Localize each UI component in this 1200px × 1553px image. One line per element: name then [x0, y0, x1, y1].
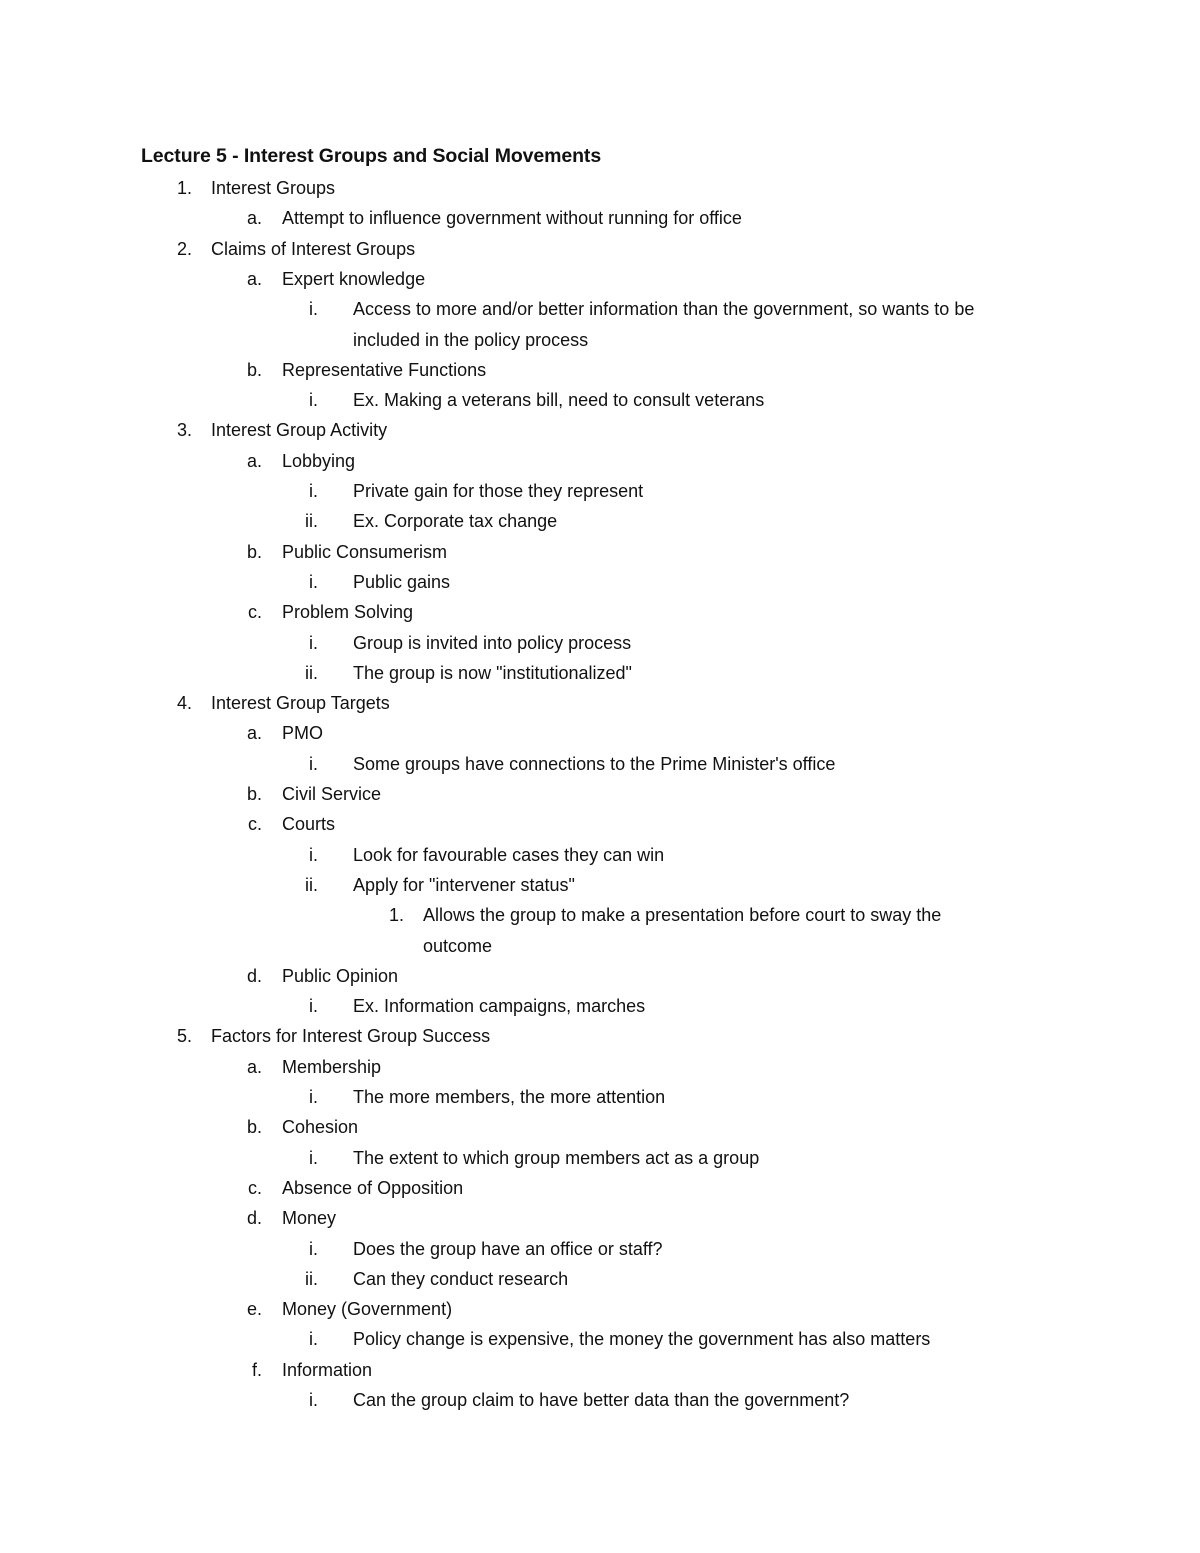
list-marker: 4.	[176, 693, 192, 714]
list-text: Interest Group Activity	[211, 420, 388, 441]
list-marker: i.	[309, 1390, 318, 1410]
list-marker: 5.	[176, 1026, 192, 1047]
list-marker: b.	[246, 541, 262, 562]
list-text: Cohesion	[282, 1117, 359, 1138]
list-marker: a.	[246, 208, 262, 229]
list-marker: 1.	[388, 905, 404, 926]
list-text: Claims of Interest Groups	[211, 238, 416, 259]
list-marker: b.	[246, 784, 262, 804]
list-marker: ii.	[305, 1268, 318, 1289]
list-text: Can the group claim to have better data than the government?	[353, 1390, 850, 1410]
list-text: Ex. Making a veterans bill, need to consult veterans	[353, 390, 765, 411]
list-marker: i.	[309, 844, 318, 865]
list-marker: 2.	[176, 238, 192, 259]
list-text: Factors for Interest Group Success	[211, 1026, 491, 1047]
list-text: The extent to which group members act as a group	[353, 1147, 760, 1168]
list-text: Public gains	[353, 571, 451, 592]
list-text: Representative Functions	[282, 359, 487, 380]
list-text: Attempt to influence government without running for office	[282, 208, 742, 229]
list-text: Some groups have connections to the Prime Minister's office	[353, 753, 836, 774]
list-text: Civil Service	[282, 784, 382, 804]
list-marker: i.	[309, 299, 318, 320]
list-marker: a.	[246, 1056, 262, 1077]
list-text: Absence of Opposition	[282, 1177, 464, 1198]
list-marker: i.	[309, 390, 318, 411]
list-marker: i.	[309, 1329, 318, 1350]
list-marker: d.	[246, 965, 262, 986]
list-text: Information	[282, 1359, 373, 1380]
list-marker: b.	[246, 1117, 262, 1138]
list-text: Private gain for those they represent	[353, 481, 644, 501]
list-marker: i.	[309, 632, 318, 653]
list-marker: ii.	[305, 662, 318, 683]
list-text: Ex. Corporate tax change	[353, 511, 558, 532]
list-text: Interest Group Targets	[211, 693, 390, 714]
list-marker: i.	[309, 1238, 318, 1259]
list-text: PMO	[282, 723, 324, 744]
page-title: Lecture 5 - Interest Groups and Social Movements	[141, 145, 602, 167]
list-text: Apply for "intervener status"	[353, 874, 575, 895]
list-text: Expert knowledge	[282, 268, 426, 289]
list-marker: ii.	[305, 511, 318, 532]
list-marker: i.	[309, 571, 318, 592]
list-text: Courts	[282, 814, 336, 835]
list-marker: c.	[247, 1177, 262, 1198]
list-text: Public Opinion	[282, 965, 399, 986]
list-text: Lobbying	[282, 450, 356, 471]
list-text: outcome	[423, 935, 493, 956]
list-marker: c.	[247, 814, 262, 835]
list-text: Public Consumerism	[282, 541, 448, 562]
list-marker: e.	[246, 1299, 262, 1320]
list-text: Policy change is expensive, the money the government has also matters	[353, 1329, 931, 1350]
list-marker: i.	[309, 1087, 318, 1107]
list-marker: i.	[309, 996, 318, 1017]
list-marker: f.	[251, 1359, 262, 1380]
list-text: Problem Solving	[282, 602, 414, 623]
list-marker: 1.	[176, 178, 192, 198]
list-marker: i.	[309, 481, 318, 501]
list-text: Group is invited into policy process	[353, 632, 632, 653]
list-text: Does the group have an office or staff?	[353, 1238, 663, 1259]
list-text: The group is now "institutionalized"	[353, 662, 632, 683]
list-marker: b.	[246, 359, 262, 380]
list-marker: i.	[309, 1147, 318, 1168]
list-text: The more members, the more attention	[353, 1087, 666, 1107]
list-marker: ii.	[305, 874, 318, 895]
list-text: Money (Government)	[282, 1299, 453, 1320]
list-text: included in the policy process	[353, 329, 589, 350]
list-text: Access to more and/or better information than the government, so wants to be	[353, 299, 975, 320]
list-marker: a.	[246, 723, 262, 744]
list-text: Look for favourable cases they can win	[353, 844, 665, 865]
list-text: Can they conduct research	[353, 1268, 569, 1289]
list-marker: c.	[247, 602, 262, 623]
list-text: Allows the group to make a presentation before court to sway the	[423, 905, 942, 926]
list-text: Money	[282, 1208, 337, 1229]
list-marker: a.	[246, 268, 262, 289]
list-text: Interest Groups	[211, 178, 336, 198]
list-marker: d.	[246, 1208, 262, 1229]
list-marker: 3.	[176, 420, 192, 441]
list-text: Membership	[282, 1056, 382, 1077]
list-text: Ex. Information campaigns, marches	[353, 996, 646, 1017]
list-marker: a.	[246, 450, 262, 471]
list-marker: i.	[309, 753, 318, 774]
